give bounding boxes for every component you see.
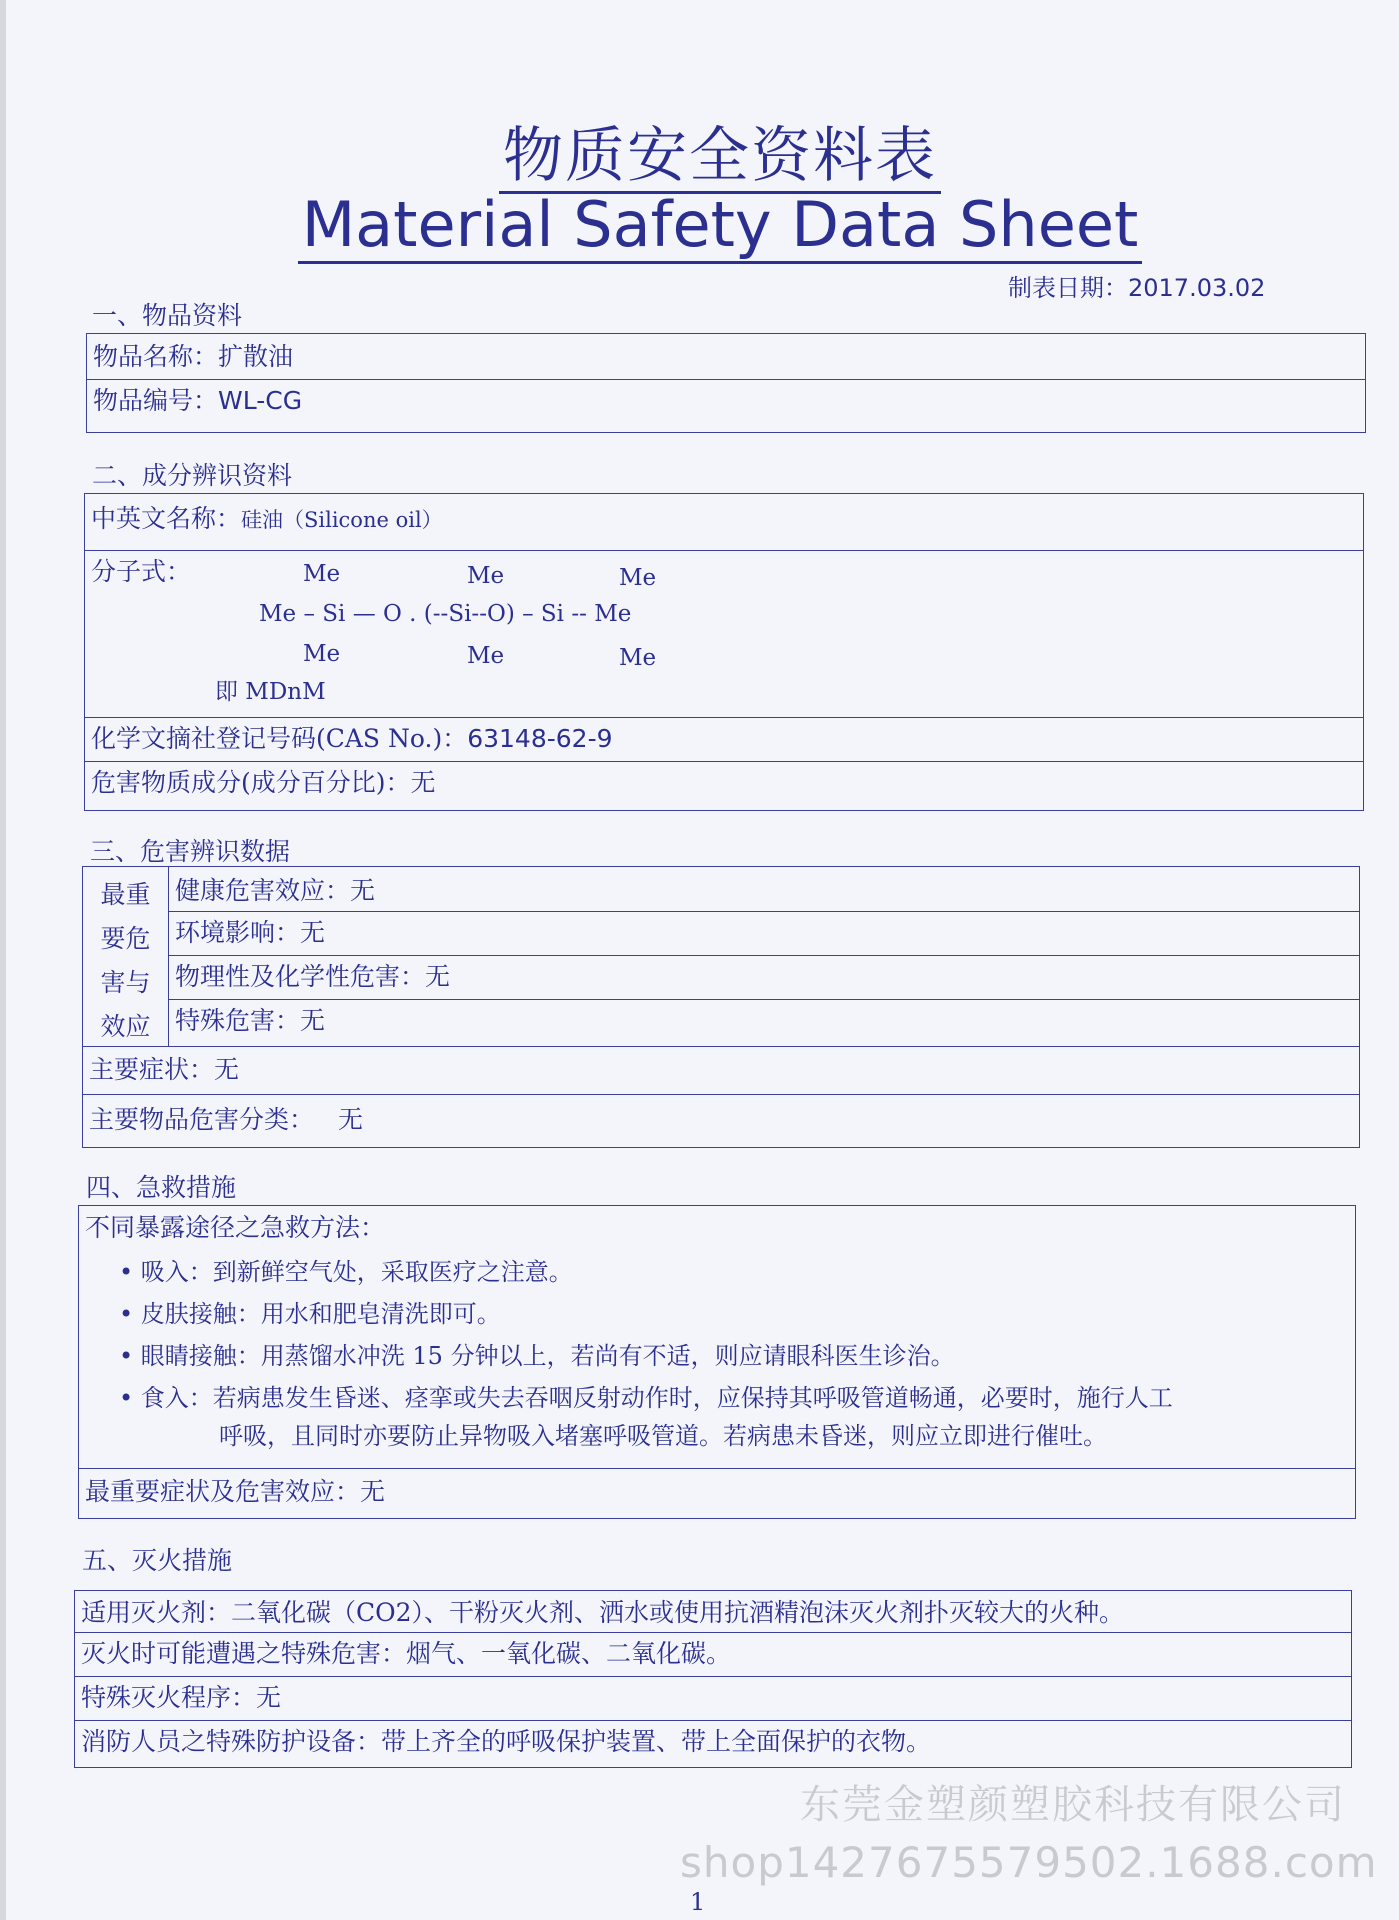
- formula-main-chain: Me – Si — O . (--Si--O) – Si -- Me: [259, 601, 632, 627]
- section1-table: [86, 333, 1366, 433]
- special-firefighting-row: 特殊灭火程序：无: [75, 1677, 1351, 1721]
- item-name-row: [87, 336, 1365, 380]
- first-aid-intro: 不同暴露途径之急救方法：: [85, 1213, 386, 1242]
- symptoms-row: [83, 1047, 1359, 1095]
- cas-label: 化学文摘社登记号码(CAS No.)：: [91, 724, 468, 753]
- cas-row: [85, 718, 1363, 762]
- hazard-composition-value: 无: [410, 768, 436, 797]
- formula-abbreviation: 即 MDnM: [215, 679, 326, 705]
- cas-value: 63148-62-9: [467, 724, 613, 753]
- extinguishing-media-row: 适用灭火剂：二氧化碳（CO2）、干粉灭火剂、洒水或使用抗酒精泡沫灭火剂扑灭较大的火种。: [75, 1591, 1351, 1633]
- physchem-hazard-value: 无: [425, 962, 451, 991]
- special-hazard-row: [169, 1000, 1359, 1044]
- symptoms-label: 主要症状：: [89, 1055, 215, 1084]
- worst-symptoms-row: [79, 1469, 1355, 1517]
- first-aid-ingestion-continued: 呼吸，且同时亦要防止异物吸入堵塞呼吸管道。若病患未昏迷，则应立即进行催吐。: [219, 1422, 1107, 1450]
- section3-table: [82, 866, 1360, 1148]
- first-aid-inhalation: • 吸入：到新鲜空气处，采取医疗之注意。: [119, 1258, 573, 1286]
- worst-symptoms-value: 无: [360, 1477, 386, 1506]
- first-aid-skin: • 皮肤接触：用水和肥皂清洗即可。: [119, 1300, 501, 1328]
- health-hazard-row: [169, 867, 1359, 912]
- classification-row: [83, 1095, 1359, 1145]
- formula-bottom-me-1: Me: [303, 641, 341, 667]
- firefighter-ppe-row: 消防人员之特殊防护设备：带上齐全的呼吸保护装置、带上全面保护的衣物。: [81, 1727, 932, 1756]
- item-name-value: 扩散油: [218, 342, 294, 371]
- classification-value: 无: [338, 1105, 364, 1134]
- page-number: 1: [690, 1888, 706, 1916]
- date-label: 制表日期：: [1008, 274, 1128, 302]
- side-label-line-4: 效应: [100, 1012, 151, 1041]
- side-label-line-2: 要危: [100, 924, 151, 953]
- section4-heading: 四、急救措施: [86, 1173, 237, 1202]
- classification-label: 主要物品危害分类：: [89, 1105, 315, 1134]
- formula-label: 分子式：: [91, 557, 192, 586]
- section5-heading: 五、灭火措施: [82, 1546, 233, 1575]
- physchem-hazard-label: 物理性及化学性危害：: [175, 962, 426, 991]
- environment-row: [169, 912, 1359, 956]
- worst-symptoms-label: 最重要症状及危害效应：: [85, 1477, 361, 1506]
- section3-heading: 三、危害辨识数据: [90, 837, 291, 866]
- chemical-name-value: 硅油（Silicone oil）: [241, 508, 443, 532]
- health-hazard-label: 健康危害效应：: [175, 876, 351, 905]
- title-english: Material Safety Data Sheet: [0, 188, 1399, 261]
- date-line: [1008, 268, 1265, 303]
- hazard-composition-label: 危害物质成分(成分百分比)：: [91, 768, 411, 797]
- item-code-label: 物品编号：: [93, 386, 219, 415]
- health-hazard-value: 无: [350, 876, 376, 905]
- title-chinese: 物质安全资料表: [0, 108, 1399, 194]
- item-code-row: [87, 380, 1365, 428]
- special-hazard-value: 无: [300, 1006, 326, 1035]
- section2-table: [84, 493, 1364, 811]
- section1-heading: 一、物品资料: [92, 301, 243, 330]
- formula-top-me-3: Me: [619, 565, 657, 591]
- hazard-effects-side-label: [83, 867, 169, 1046]
- hazard-composition-row: [85, 762, 1363, 808]
- side-label-line-1: 最重: [100, 880, 151, 909]
- item-name-label: 物品名称：: [93, 342, 219, 371]
- paper-edge: [0, 0, 6, 1920]
- watermark-company: 东莞金塑颜塑胶科技有限公司: [800, 1782, 1346, 1828]
- date-value: 2017.03.02: [1128, 274, 1266, 302]
- chemical-name-label: 中英文名称：: [91, 504, 242, 533]
- special-hazard-label: 特殊危害：: [175, 1006, 301, 1035]
- chemical-name-row: [85, 494, 1363, 551]
- first-aid-ingestion: • 食入：若病患发生昏迷、痉挛或失去吞咽反射动作时，应保持其呼吸管道畅通，必要时，施行人工: [119, 1384, 1173, 1412]
- hazard-effects-block: [83, 867, 1359, 1047]
- section5-table: [74, 1590, 1352, 1768]
- formula-row: [85, 551, 1363, 718]
- environment-value: 无: [300, 918, 326, 947]
- watermark-shop-url: shop1427675579502.1688.com: [680, 1838, 1378, 1887]
- environment-label: 环境影响：: [175, 918, 301, 947]
- physchem-hazard-row: [169, 956, 1359, 1000]
- formula-top-me-1: Me: [303, 561, 341, 587]
- symptoms-value: 无: [214, 1055, 240, 1084]
- side-label-line-3: 害与: [100, 968, 151, 997]
- first-aid-eyes: • 眼睛接触：用蒸馏水冲洗 15 分钟以上，若尚有不适，则应请眼科医生诊治。: [119, 1342, 955, 1370]
- formula-bottom-me-3: Me: [619, 645, 657, 671]
- section2-heading: 二、成分辨识资料: [92, 461, 293, 490]
- section4-table: [78, 1205, 1356, 1519]
- item-code-value: WL-CG: [218, 386, 303, 415]
- first-aid-methods-cell: [79, 1206, 1355, 1469]
- special-fire-hazard-row: 灭火时可能遭遇之特殊危害：烟气、一氧化碳、二氧化碳。: [75, 1633, 1351, 1677]
- formula-top-me-2: Me: [467, 563, 505, 589]
- formula-bottom-me-2: Me: [467, 643, 505, 669]
